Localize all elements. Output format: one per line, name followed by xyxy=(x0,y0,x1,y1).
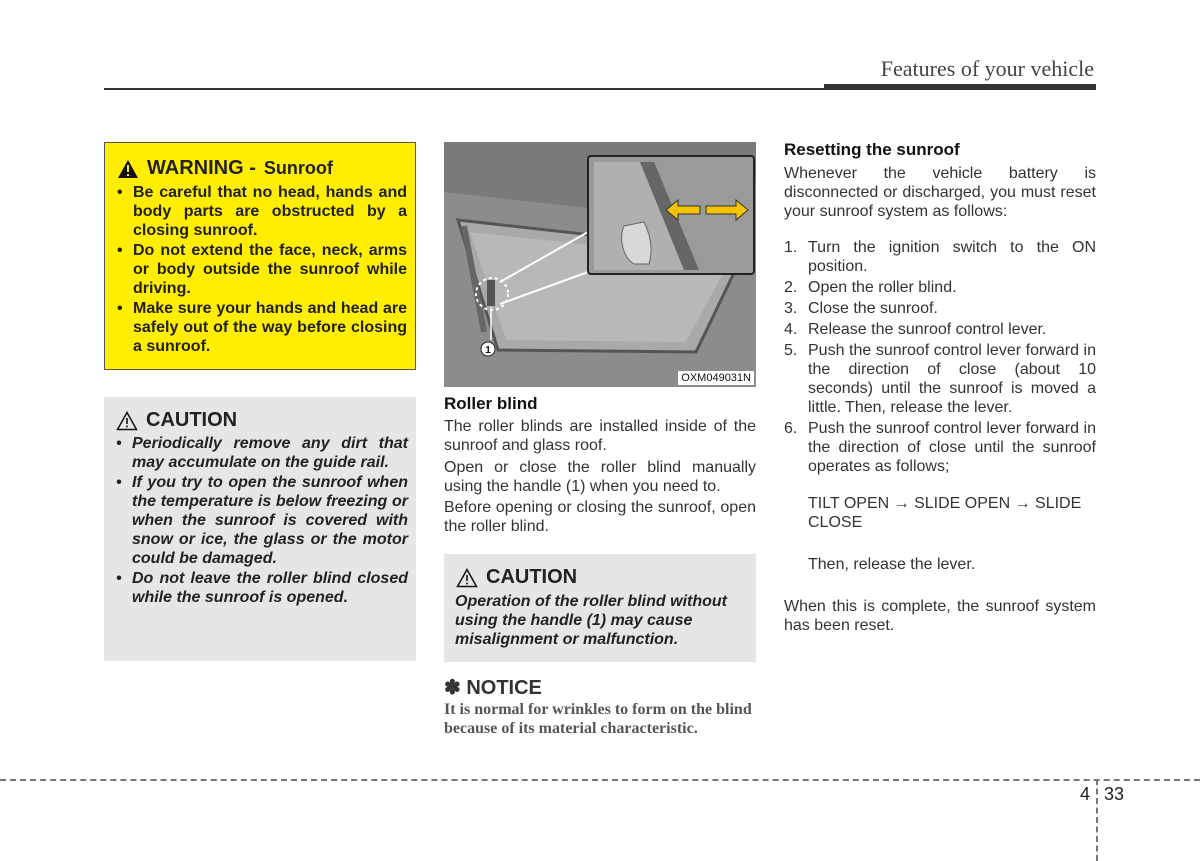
warning-box xyxy=(104,142,416,370)
step-text: Close the sunroof. xyxy=(808,300,938,317)
warning-item: • Make sure your hands and head are safely out of the way before closing a sunroof. xyxy=(115,299,407,356)
caution-list xyxy=(114,434,408,608)
footer-rule xyxy=(0,779,1200,781)
reset-step xyxy=(784,320,1096,339)
sunroof-illustration xyxy=(444,142,756,387)
figure-code: OXM049031N xyxy=(678,371,754,385)
caution-item: • If you try to open the sunroof when the temperature is below freezing or when the sunroof is covered with snow or ice, the glass or the motor could be damaged. xyxy=(114,473,408,568)
caution-title xyxy=(116,409,237,432)
step-number: 5. xyxy=(784,342,798,359)
step-text: Push the sunroof control lever forward in the direction of close (about 10 seconds) until the sunroof is moved a little. Then, release the lever. xyxy=(808,342,1096,416)
caution-title-text: CAUTION xyxy=(146,409,238,431)
step-text: Push the sunroof control lever forward in the direction of close until the sunroof operates as follows; xyxy=(808,420,1096,475)
roller-blind-heading: Roller blind xyxy=(444,394,538,413)
step-text: Open the roller blind. xyxy=(808,279,957,296)
step-number: 3. xyxy=(784,300,798,317)
warning-title-sub: Sunroof xyxy=(263,158,333,178)
notice-title: ✽ NOTICE xyxy=(444,677,542,699)
reset-sequence: TILT OPEN → SLIDE OPEN → SLIDE CLOSE xyxy=(808,495,1082,531)
notice-text: It is normal for wrinkles to form on the blind because of its material characteristic. xyxy=(444,701,752,737)
reset-step xyxy=(784,341,1096,417)
chapter-number: 4 xyxy=(1080,784,1091,804)
reset-complete: When this is complete, the sunroof system has been reset. xyxy=(784,598,1096,634)
reset-step xyxy=(784,238,1096,276)
warning-item: • Do not extend the face, neck, arms or body outside the sunroof while driving. xyxy=(115,241,407,298)
caution-icon xyxy=(116,411,138,431)
step-number: 2. xyxy=(784,279,798,296)
page-number: 33 xyxy=(1104,784,1125,804)
warning-icon xyxy=(117,159,139,179)
step-number: 4. xyxy=(784,321,798,338)
footer-divider xyxy=(1096,779,1098,861)
reset-steps xyxy=(784,238,1096,478)
caution-box-roller-blind xyxy=(444,554,756,662)
warning-list xyxy=(115,183,407,357)
step-text: Release the sunroof control lever. xyxy=(808,321,1047,338)
caution-title xyxy=(456,566,577,589)
header-rule-accent xyxy=(824,84,1096,90)
roller-blind-paragraph: Before opening or closing the sunroof, open the roller blind. xyxy=(444,499,756,535)
caution-item: • Periodically remove any dirt that may accumulate on the guide rail. xyxy=(114,434,408,472)
section-title: Features of your vehicle xyxy=(880,56,1094,81)
reset-step xyxy=(784,278,1096,297)
roller-blind-paragraph: The roller blinds are installed inside of the sunroof and glass roof. xyxy=(444,418,756,454)
caution-item: • Do not leave the roller blind closed while the sunroof is opened. xyxy=(114,569,408,607)
caution-box-guide-rail xyxy=(104,397,416,661)
caution-text: Operation of the roller blind without using the handle (1) may cause misalignment or malfunction. xyxy=(455,593,727,648)
caution-title-text: CAUTION xyxy=(486,566,578,588)
warning-item: • Be careful that no head, hands and body parts are obstructed by a closing sunroof. xyxy=(115,183,407,240)
reset-step xyxy=(784,299,1096,318)
step-text: Turn the ignition switch to the ON position. xyxy=(808,239,1096,275)
step-number: 6. xyxy=(784,420,798,437)
reset-intro: Whenever the vehicle battery is disconnected or discharged, you must reset your sunroof system as follows: xyxy=(784,165,1096,220)
step-number: 1. xyxy=(784,239,798,256)
roller-blind-figure xyxy=(444,142,756,387)
reset-step xyxy=(784,419,1096,476)
warning-title-main: WARNING - xyxy=(147,157,256,179)
roller-blind-paragraph: Open or close the roller blind manually using the handle (1) when you need to. xyxy=(444,459,756,495)
callout-number: 1 xyxy=(485,345,491,356)
reset-heading: Resetting the sunroof xyxy=(784,140,960,159)
caution-icon xyxy=(456,568,478,588)
warning-title xyxy=(117,157,333,180)
reset-release: Then, release the lever. xyxy=(808,556,976,573)
